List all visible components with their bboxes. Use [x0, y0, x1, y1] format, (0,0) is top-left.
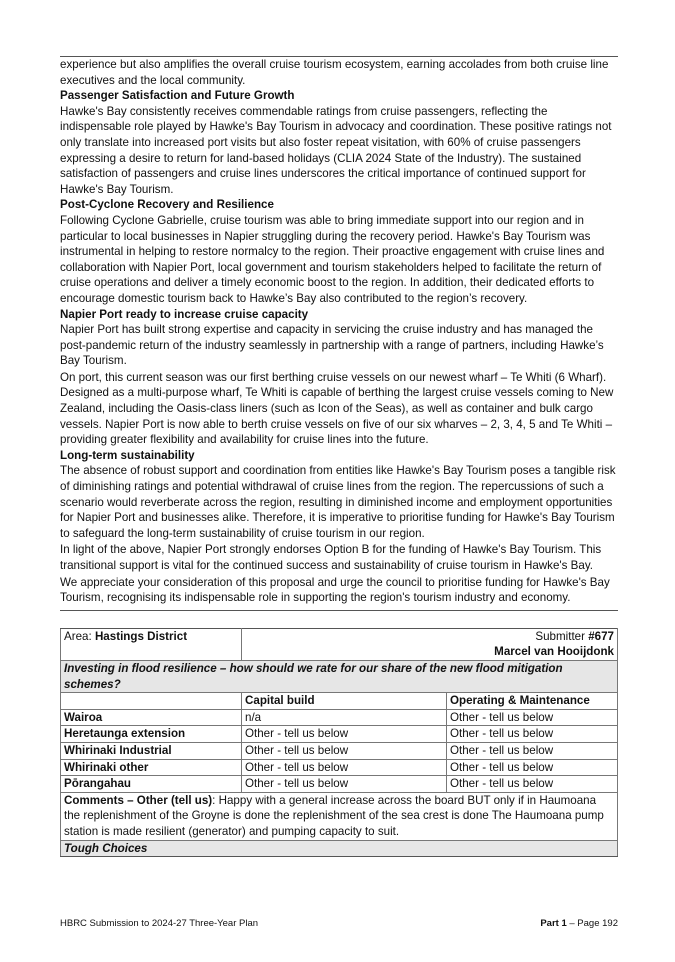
area-cell: Area: Hastings District	[61, 628, 242, 660]
comments-row	[61, 792, 618, 840]
submitter-number: #677	[588, 629, 614, 643]
section-heading: Post-Cyclone Recovery and Resilience	[60, 198, 274, 212]
table-row	[61, 709, 618, 726]
table-header-row	[61, 693, 618, 710]
section-paragraph: Following Cyclone Gabrielle, cruise tourism was able to bring immediate support into our region and in particular to local businesses in Napier struggling during the recovery period. Hawke's Bay Tourism was instrumental in helping to restore normalcy to the region. Their proactive engagement with cruise lines and collaboration with Napier Port, local government and tourism stakeholders helped to facilitate the return of cruise operations and deliver a timely economic boost to the region. In addition, their dedicated efforts to encourage domestic tourism back to Hawke’s Bay also contributed to the region’s recovery.	[60, 213, 605, 305]
section-paragraph: We appreciate your consideration of this proposal and urge the council to prioritise funding for Hawke's Bay Tourism, recognising its indispensable role in supporting the region's tourism industry and economy.	[60, 575, 610, 605]
scheme-name: Whirinaki other	[61, 759, 242, 776]
document-page	[60, 56, 618, 857]
section-heading: Long-term sustainability	[60, 448, 195, 462]
comments-cell	[61, 792, 618, 840]
scheme-name: Wairoa	[61, 709, 242, 726]
capital-value: Other - tell us below	[242, 759, 447, 776]
section-paragraph: The absence of robust support and coordination from entities like Hawke's Bay Tourism poses a tangible risk of diminishing ratings and potential withdrawal of cruise lines from the region. The repercussions of such a scenario would reverberate across the region, resulting in diminished income and employment opportunities for Napier Port and businesses alike. Therefore, it is imperative to prioritise funding for Hawke's Bay Tourism to safeguard the long-term sustainability of cruise tourism in our region.	[60, 464, 616, 540]
operating-value: Other - tell us below	[447, 742, 618, 759]
section-heading: Napier Port ready to increase cruise capacity	[60, 307, 309, 321]
table-row	[61, 776, 618, 793]
capital-value: n/a	[242, 709, 447, 726]
comments-label: Comments – Other (tell us)	[64, 793, 213, 807]
table-row	[61, 759, 618, 776]
capital-value: Other - tell us below	[242, 776, 447, 793]
footer-page-number: Part 1 – Page 192	[540, 918, 618, 929]
submission-table	[60, 628, 618, 857]
col-capital: Capital build	[242, 693, 447, 710]
intro-paragraph: experience but also amplifies the overall cruise tourism ecosystem, earning accolades from both cruise line executives and the local community.	[60, 58, 609, 87]
comments-text: : Happy with a general increase across the board BUT only if in Haumoana the replenishment of the Groyne is done the replenishment of the sea crest is done The Haumoana pump station is made resilient (generator) and pumping capacity to suit.	[64, 793, 604, 838]
operating-value: Other - tell us below	[447, 776, 618, 793]
capital-value: Other - tell us below	[242, 726, 447, 743]
footer-title: HBRC Submission to 2024-27 Three-Year Plan	[60, 918, 259, 929]
submitter-name: Marcel van Hooijdonk	[494, 645, 614, 659]
question-heading: Investing in flood resilience – how should we rate for our share of the new flood mitigation schemes?	[61, 660, 618, 692]
submitter-row	[61, 628, 618, 660]
table-row	[61, 742, 618, 759]
scheme-name: Heretaunga extension	[61, 726, 242, 743]
page-footer	[60, 918, 618, 929]
section-paragraph: Napier Port has built strong expertise and capacity in servicing the cruise industry and has managed the post-pandemic return of the industry seamlessly in partnership with a range of partners, including Hawke’s Bay Tourism.	[60, 323, 604, 368]
section-paragraph: Hawke's Bay consistently receives commendable ratings from cruise passengers, reflecting the indispensable role played by Hawke's Bay Tourism in advocacy and coordination. These positive ratings not only translate into increased port visits but also foster repeat visitation, with 60% of cruise passengers expressing a desire to return for land-based holidays (CLIA 2024 State of the Industry). The sustained satisfaction of passengers and cruise lines underscores the critical importance of continued support for Hawke's Bay Tourism.	[60, 104, 612, 196]
scheme-name: Pōrangahau	[61, 776, 242, 793]
submitter-cell: Submitter #677 Marcel van Hooijdonk	[242, 628, 618, 660]
section-paragraph: In light of the above, Napier Port strongly endorses Option B for the funding of Hawke's Bay Tourism. This transitional support is vital for the continued success and sustainability of cruise tourism in Hawke's Bay.	[60, 543, 602, 572]
scheme-name: Whirinaki Industrial	[61, 742, 242, 759]
tough-choices-heading: Tough Choices	[61, 840, 618, 857]
section-paragraph: On port, this current season was our first berthing cruise vessels on our newest wharf – Te Whiti (6 Wharf). Designed as a multi-purpose wharf, Te Whiti is capable of berthing the largest cruise vessels coming to New Zealand, including the Oasis-class liners (such as Icon of the Seas), as well as container and bulk cargo vessels. Napier Port is now able to berth cruise vessels on five of our six wharves – 2, 3, 4, 5 and Te Whiti – providing greater flexibility and availability for cruise lines into the future.	[60, 370, 614, 447]
col-operating: Operating & Maintenance	[447, 693, 618, 710]
table-row	[61, 726, 618, 743]
section-heading: Passenger Satisfaction and Future Growth	[60, 89, 295, 103]
operating-value: Other - tell us below	[447, 759, 618, 776]
operating-value: Other - tell us below	[447, 709, 618, 726]
operating-value: Other - tell us below	[447, 726, 618, 743]
area-value: Hastings District	[94, 629, 188, 643]
capital-value: Other - tell us below	[242, 742, 447, 759]
